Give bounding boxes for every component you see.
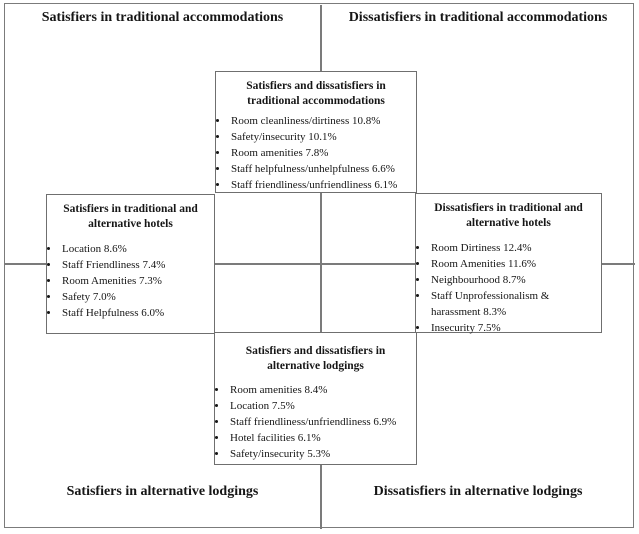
bullet-list (215, 382, 416, 462)
quadrant-label-top-left: Satisfiers in traditional accommodations (41, 10, 284, 25)
quadrant-label-top-right: Dissatisfiers in traditional accommodations (348, 10, 608, 25)
bullet-item: • Room amenities 8.4% (228, 382, 414, 398)
bullet-item: • Staff friendliness/unfriendliness 6.1% (229, 177, 414, 193)
box-traditional-both (215, 71, 417, 193)
bullet-item: • Safety 7.0% (60, 289, 212, 305)
quadrant-label-bottom-right: Dissatisfiers in alternative lodgings (373, 484, 583, 499)
bullet-item: • Room Amenities 7.3% (60, 273, 212, 289)
bullet-list (416, 240, 601, 336)
bullet-item: • Staff Unprofessionalism & harassment 8.3% (429, 288, 599, 320)
bullet-item: • Room cleanliness/dirtiness 10.8% (229, 113, 414, 129)
box-satisfiers-both-hotels (46, 194, 215, 334)
bullet-item: • Staff Helpfulness 6.0% (60, 305, 212, 321)
bullet-item: • Location 8.6% (60, 241, 212, 257)
midline-center-segment (215, 263, 416, 265)
bullet-item: • Safety/insecurity 10.1% (229, 129, 414, 145)
bullet-item: • Insecurity 7.5% (429, 320, 599, 336)
quadrant-label-bottom-left: Satisfiers in alternative lodgings (66, 484, 259, 499)
bullet-item: • Safety/insecurity 5.3% (228, 446, 414, 462)
bullet-item: • Staff friendliness/unfriendliness 6.9% (228, 414, 414, 430)
box-alternative-both (214, 332, 417, 465)
bullet-item: • Room Amenities 11.6% (429, 256, 599, 272)
bullet-item: • Neighbourhood 8.7% (429, 272, 599, 288)
box-title: Satisfiers and dissatisfiers in alternative lodgings (245, 345, 386, 372)
bullet-item: • Staff Friendliness 7.4% (60, 257, 212, 273)
midline-right-segment (602, 263, 635, 265)
bullet-item: • Room amenities 7.8% (229, 145, 414, 161)
bullet-item: • Hotel facilities 6.1% (228, 430, 414, 446)
bullet-item: • Room Dirtiness 12.4% (429, 240, 599, 256)
bullet-item: • Staff helpfulness/unhelpfulness 6.6% (229, 161, 414, 177)
box-dissatisfiers-both-hotels (415, 193, 602, 333)
midline-left-segment (5, 263, 46, 265)
bullet-list (216, 113, 416, 193)
bullet-item: • Location 7.5% (228, 398, 414, 414)
box-title: Satisfiers in traditional and alternative hotels (63, 203, 198, 230)
box-title: Satisfiers and dissatisfiers in traditional accommodations (246, 80, 386, 107)
box-title: Dissatisfiers in traditional and alternative hotels (434, 202, 583, 229)
bullet-list (47, 241, 214, 321)
